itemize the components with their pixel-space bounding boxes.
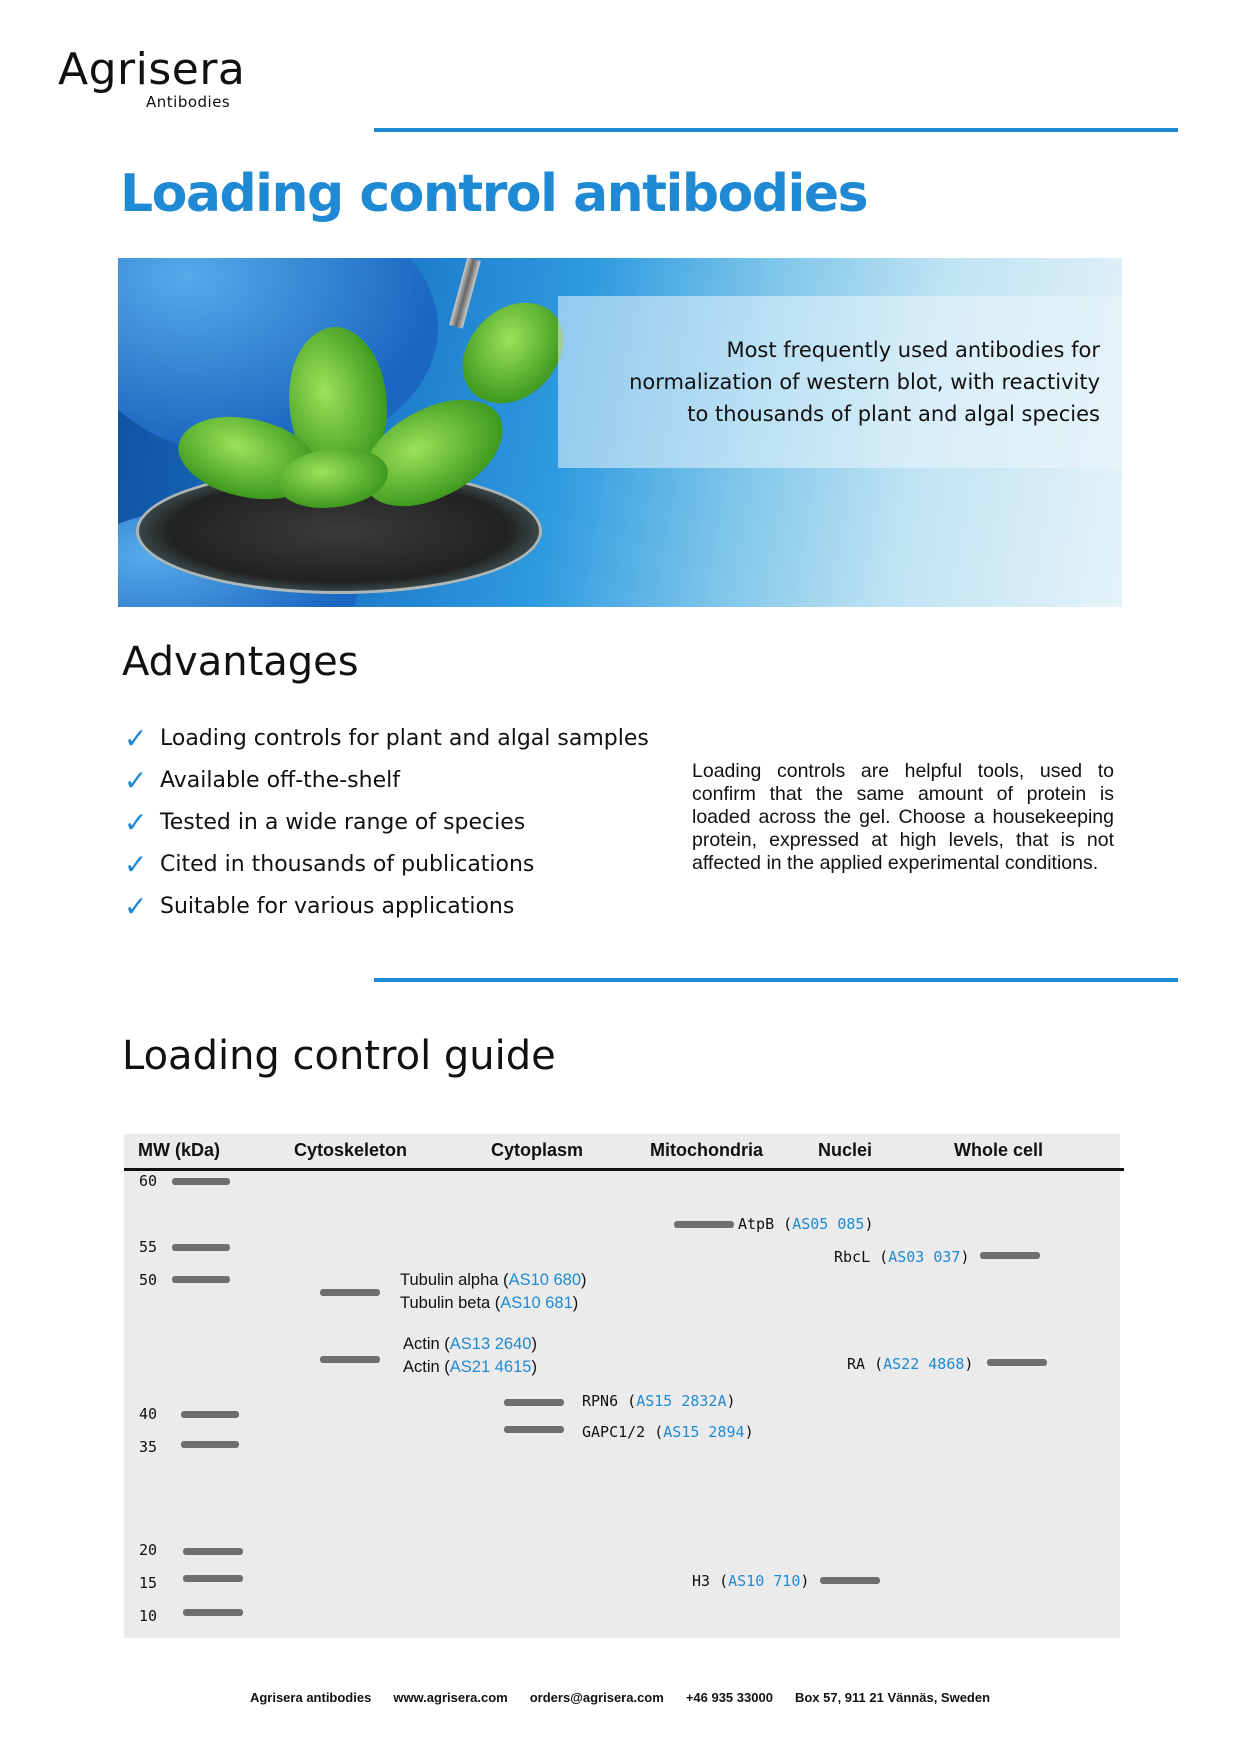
mw-marker-band (183, 1609, 243, 1616)
hero-caption-line: Most frequently used antibodies for (726, 338, 1100, 362)
mw-label: 20 (139, 1541, 158, 1559)
mw-label: 15 (139, 1574, 158, 1592)
mw-marker-band (181, 1411, 239, 1418)
product-code[interactable]: AS10 681 (500, 1294, 573, 1312)
loading-controls-description: Loading controls are helpful tools, used to confirm that the same amount of protein is loaded across the gel. Choose a housekeeping protein, expressed at high levels, that is not affected in the applied experimental conditions. (692, 760, 1114, 874)
antibody-band-atpb (674, 1221, 734, 1228)
mw-label: 60 (139, 1172, 158, 1190)
column-header-cytoskeleton: Cytoskeleton (294, 1140, 408, 1160)
antibody-band-gapc (504, 1426, 564, 1433)
product-code[interactable]: AS05 085 (792, 1215, 865, 1233)
list-item: ✓ Available off-the-shelf (124, 764, 400, 797)
list-item: ✓ Loading controls for plant and algal samples (124, 722, 649, 755)
product-code[interactable]: AS10 710 (728, 1572, 801, 1590)
checkmark-icon: ✓ (124, 848, 148, 881)
antibody-label-rbcl: RbcL (AS03 037) (834, 1248, 970, 1266)
mw-marker-band (172, 1178, 230, 1185)
guide-heading: Loading control guide (122, 1033, 556, 1079)
checkmark-icon: ✓ (124, 722, 148, 755)
mw-label: 10 (139, 1607, 158, 1625)
mw-label: 35 (139, 1438, 158, 1456)
checkmark-icon: ✓ (124, 806, 148, 839)
mw-marker-band (172, 1244, 230, 1251)
loading-control-guide (124, 1134, 1120, 1638)
antibody-band-actin (320, 1356, 380, 1363)
antibody-label-h3: H3 (AS10 710) (692, 1572, 810, 1590)
advantages-list (124, 718, 649, 928)
product-code[interactable]: AS15 2894 (663, 1423, 745, 1441)
footer-website-link[interactable]: www.agrisera.com (393, 1690, 508, 1705)
page-title: Loading control antibodies (120, 164, 868, 224)
antibody-label-actin-1: Actin (AS13 2640) (403, 1335, 537, 1353)
mw-marker-band (172, 1276, 230, 1283)
brand-subtitle: Antibodies (146, 93, 231, 111)
antibody-band-rpn6 (504, 1399, 564, 1406)
advantages-heading: Advantages (122, 639, 359, 685)
mw-marker-band (183, 1575, 243, 1582)
hero-caption-line: normalization of western blot, with reactivity (629, 370, 1100, 394)
mw-marker-band (183, 1548, 243, 1555)
mw-label: 50 (139, 1271, 158, 1289)
antibody-band-tubulin (320, 1289, 380, 1296)
column-header-nuclei: Nuclei (818, 1140, 873, 1160)
column-header-mw: MW (kDa) (138, 1140, 220, 1160)
antibody-label-tubulin-alpha: Tubulin alpha (AS10 680) (400, 1271, 587, 1289)
antibody-label-atpb: AtpB (AS05 085) (738, 1215, 874, 1233)
antibody-label-ra: RA (AS22 4868) (847, 1355, 974, 1373)
antibody-label-gapc: GAPC1/2 (AS15 2894) (582, 1423, 754, 1441)
product-code[interactable]: AS03 037 (888, 1248, 961, 1266)
top-divider (374, 128, 1178, 132)
antibody-label-tubulin-beta: Tubulin beta (AS10 681) (400, 1294, 579, 1312)
mw-marker-band (181, 1441, 239, 1448)
footer-company: Agrisera antibodies (249, 1690, 372, 1705)
hero-caption (580, 334, 1100, 430)
antibody-label-actin-2: Actin (AS21 4615) (403, 1358, 537, 1376)
column-header-cytoplasm: Cytoplasm (491, 1140, 584, 1160)
hero-banner (118, 258, 1122, 607)
antibody-label-rpn6: RPN6 (AS15 2832A) (582, 1392, 736, 1410)
tweezers (449, 258, 481, 329)
antibody-band-h3 (820, 1577, 880, 1584)
column-header-mitochondria: Mitochondria (650, 1140, 763, 1160)
middle-divider (374, 978, 1178, 982)
hero-caption-line: to thousands of plant and algal species (687, 402, 1100, 426)
product-code[interactable]: AS10 680 (508, 1271, 582, 1289)
product-code[interactable]: AS21 4615 (449, 1358, 532, 1376)
mw-label: 40 (139, 1405, 158, 1423)
page-footer (0, 1690, 1240, 1705)
footer-address: Box 57, 911 21 Vännäs, Sweden (794, 1690, 991, 1705)
brand-logo: Agrisera (58, 44, 246, 95)
product-code[interactable]: AS13 2640 (449, 1335, 532, 1353)
list-item: ✓ Cited in thousands of publications (124, 848, 535, 881)
mw-label: 55 (139, 1238, 158, 1256)
footer-phone: +46 935 33000 (685, 1690, 773, 1705)
product-code[interactable]: AS22 4868 (883, 1355, 965, 1373)
footer-email-link[interactable]: orders@agrisera.com (529, 1690, 664, 1705)
guide-header-row (124, 1134, 1124, 1171)
checkmark-icon: ✓ (124, 764, 148, 797)
antibody-band-ra (987, 1359, 1047, 1366)
column-header-whole-cell: Whole cell (954, 1140, 1044, 1160)
checkmark-icon: ✓ (124, 890, 148, 923)
list-item: ✓ Suitable for various applications (124, 890, 515, 923)
product-code[interactable]: AS15 2832A (636, 1392, 727, 1410)
antibody-band-rbcl (980, 1252, 1040, 1259)
list-item: ✓ Tested in a wide range of species (124, 806, 526, 839)
